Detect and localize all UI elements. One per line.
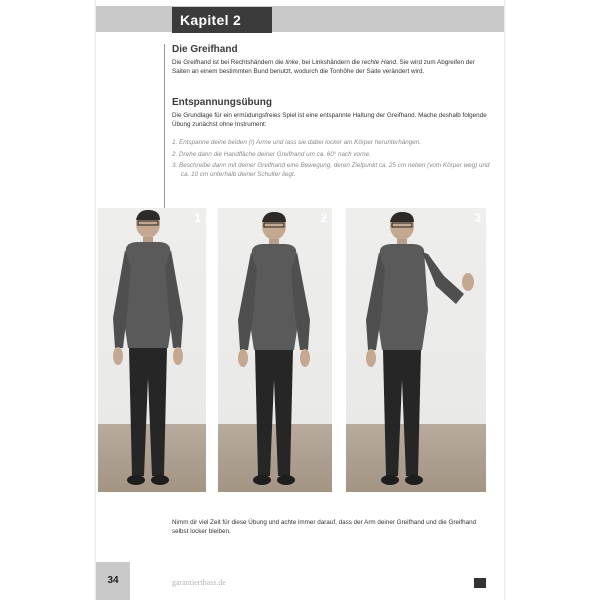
exercise-steps <box>172 139 490 179</box>
emphasis-rechte-hand: rechte Hand <box>361 59 397 66</box>
step-2: 2. Drehe dann die Handfläche deiner Greifhand um ca. 60° nach vorne. <box>172 150 371 158</box>
step-3: 3. Beschreibe dann mit deiner Greifhand eine Bewegung, deren Zielpunkt ca. 25 cm neben (vom Körper weg) und ca. 10 cm unterhalb deiner Schulter liegt. <box>172 162 490 178</box>
section-entspannung <box>172 97 490 180</box>
chapter-tab: Kapitel 2 <box>172 7 272 33</box>
photo-number-3: 3 <box>474 211 481 225</box>
paragraph-greifhand <box>172 59 490 76</box>
section-title-entspannung: Entspannungsübung <box>172 97 272 108</box>
margin-rule <box>164 44 165 212</box>
person-figure-3 <box>346 208 486 492</box>
footer-url: garantiertbass.de <box>172 578 226 587</box>
section-greifhand <box>172 44 490 76</box>
emphasis-linke: linke <box>285 59 299 66</box>
person-figure-1 <box>98 208 206 492</box>
step-1: 1. Entspanne deine beiden (!) Arme und lass sie dabei locker am Körper herunterhängen. <box>172 139 421 147</box>
photo-number-1: 1 <box>194 211 201 225</box>
photo-number-2: 2 <box>320 211 327 225</box>
photo-3 <box>346 208 486 492</box>
section-title-greifhand: Die Greifhand <box>172 44 238 55</box>
person-figure-2 <box>218 208 332 492</box>
text-run: . Sie wird zum Abgreifen der Saiten an einem bestimmten Bund benutzt, wodurch die Tonhöhe der Saite verändert wird. <box>172 59 475 75</box>
photo-1 <box>98 208 206 492</box>
header-bar <box>96 6 504 32</box>
text-run: Die Greifhand ist bei Rechtshändern die <box>172 59 286 66</box>
page-number: 34 <box>96 562 130 600</box>
publisher-logo-icon <box>474 578 486 588</box>
photo-2 <box>218 208 332 492</box>
text-run: , bei Linkshändern die <box>298 59 362 66</box>
book-page <box>96 0 504 600</box>
closing-paragraph: Nimm dir viel Zeit für diese Übung und achte immer darauf, dass der Arm deiner Greifhand und die Greifhand selbst locker bleiben. <box>172 519 477 535</box>
paragraph-intro: Die Grundlage für ein ermüdungsfreies Spiel ist eine entspannte Haltung der Greifhand. Mache deshalb folgende Übung zunächst ohne Instrument: <box>172 112 487 128</box>
